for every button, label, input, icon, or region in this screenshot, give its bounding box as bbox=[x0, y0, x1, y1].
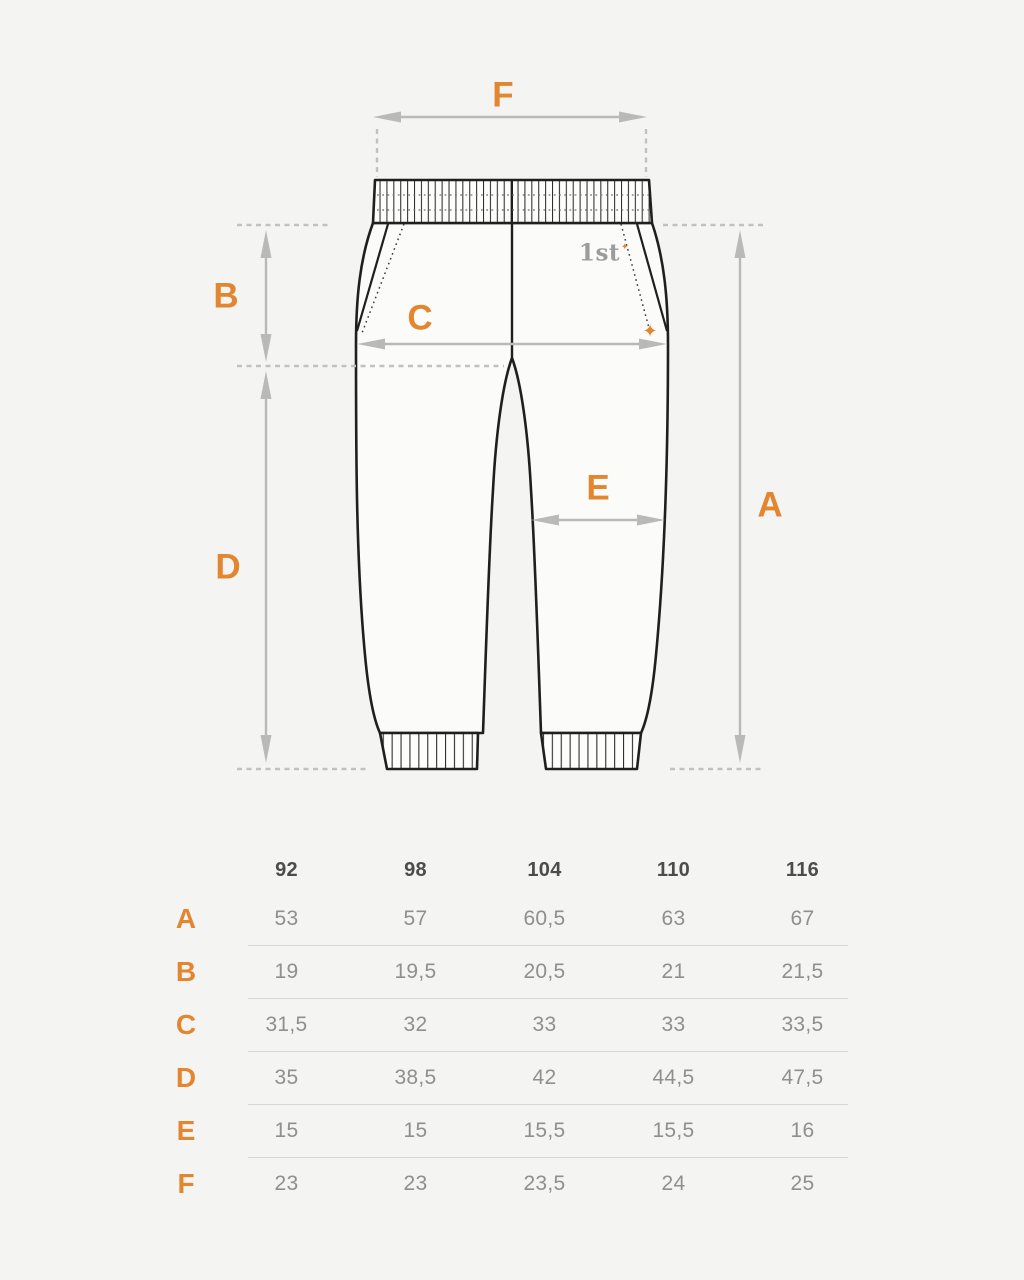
dim-arrow-b bbox=[261, 230, 272, 362]
dim-arrow-a bbox=[735, 230, 746, 763]
cell-value: 15 bbox=[403, 1119, 428, 1142]
size-table bbox=[150, 847, 867, 1210]
cell-value: 15,5 bbox=[652, 1119, 695, 1142]
cell-value: 21,5 bbox=[781, 960, 824, 983]
table-row-c bbox=[150, 999, 867, 1051]
cell-value: 24 bbox=[661, 1172, 686, 1195]
cell-value: 38,5 bbox=[394, 1066, 437, 1089]
size-column-header: 116 bbox=[785, 858, 820, 881]
cell-value: 20,5 bbox=[523, 960, 566, 983]
row-label: F bbox=[177, 1168, 195, 1199]
cell-value: 32 bbox=[403, 1013, 428, 1036]
cell-value: 19 bbox=[274, 960, 299, 983]
cell-value: 53 bbox=[274, 907, 299, 930]
cell-value: 60,5 bbox=[523, 907, 566, 930]
table-row-d bbox=[150, 1052, 867, 1104]
cell-value: 33 bbox=[532, 1013, 557, 1036]
cuff-left bbox=[380, 733, 478, 769]
dim-label-d: D bbox=[215, 547, 241, 587]
dim-label-f: F bbox=[492, 75, 514, 115]
brand-logo bbox=[578, 239, 630, 267]
size-table-header-row bbox=[150, 847, 867, 893]
brand-logo-text: 1st bbox=[578, 239, 621, 267]
table-row-f bbox=[150, 1158, 867, 1210]
cell-value: 42 bbox=[532, 1066, 557, 1089]
row-label: B bbox=[175, 956, 197, 987]
size-column-header: 92 bbox=[275, 858, 298, 881]
size-column-header: 104 bbox=[527, 858, 562, 881]
table-row-b bbox=[150, 946, 867, 998]
cell-value: 23 bbox=[274, 1172, 299, 1195]
row-label: D bbox=[175, 1062, 197, 1093]
cell-value: 33 bbox=[661, 1013, 686, 1036]
row-label: A bbox=[175, 903, 197, 934]
row-label: C bbox=[175, 1009, 197, 1040]
cuff-right bbox=[541, 733, 641, 769]
cell-value: 23 bbox=[403, 1172, 428, 1195]
row-label: E bbox=[176, 1115, 196, 1146]
sparkle-icon: ✦ bbox=[642, 321, 658, 342]
dim-label-c: C bbox=[407, 298, 433, 338]
dim-label-a: A bbox=[757, 485, 783, 525]
cell-value: 35 bbox=[274, 1066, 299, 1089]
size-column-header: 98 bbox=[404, 858, 427, 881]
cell-value: 63 bbox=[661, 907, 686, 930]
cell-value: 57 bbox=[403, 907, 428, 930]
cell-value: 16 bbox=[790, 1119, 815, 1142]
cell-value: 15 bbox=[274, 1119, 299, 1142]
cell-value: 19,5 bbox=[394, 960, 437, 983]
cell-value: 21 bbox=[661, 960, 686, 983]
dim-label-e: E bbox=[586, 468, 610, 508]
table-row-a bbox=[150, 893, 867, 945]
cell-value: 44,5 bbox=[652, 1066, 695, 1089]
dim-label-b: B bbox=[213, 276, 239, 316]
cell-value: 15,5 bbox=[523, 1119, 566, 1142]
size-column-header: 110 bbox=[656, 858, 691, 881]
cell-value: 25 bbox=[790, 1172, 815, 1195]
cell-value: 47,5 bbox=[781, 1066, 824, 1089]
cell-value: 33,5 bbox=[781, 1013, 824, 1036]
dim-arrow-d bbox=[261, 371, 272, 763]
table-row-e bbox=[150, 1105, 867, 1157]
cell-value: 31,5 bbox=[265, 1013, 308, 1036]
cell-value: 67 bbox=[790, 907, 815, 930]
cell-value: 23,5 bbox=[523, 1172, 566, 1195]
brand-logo-star-icon: ✦ bbox=[621, 242, 630, 253]
